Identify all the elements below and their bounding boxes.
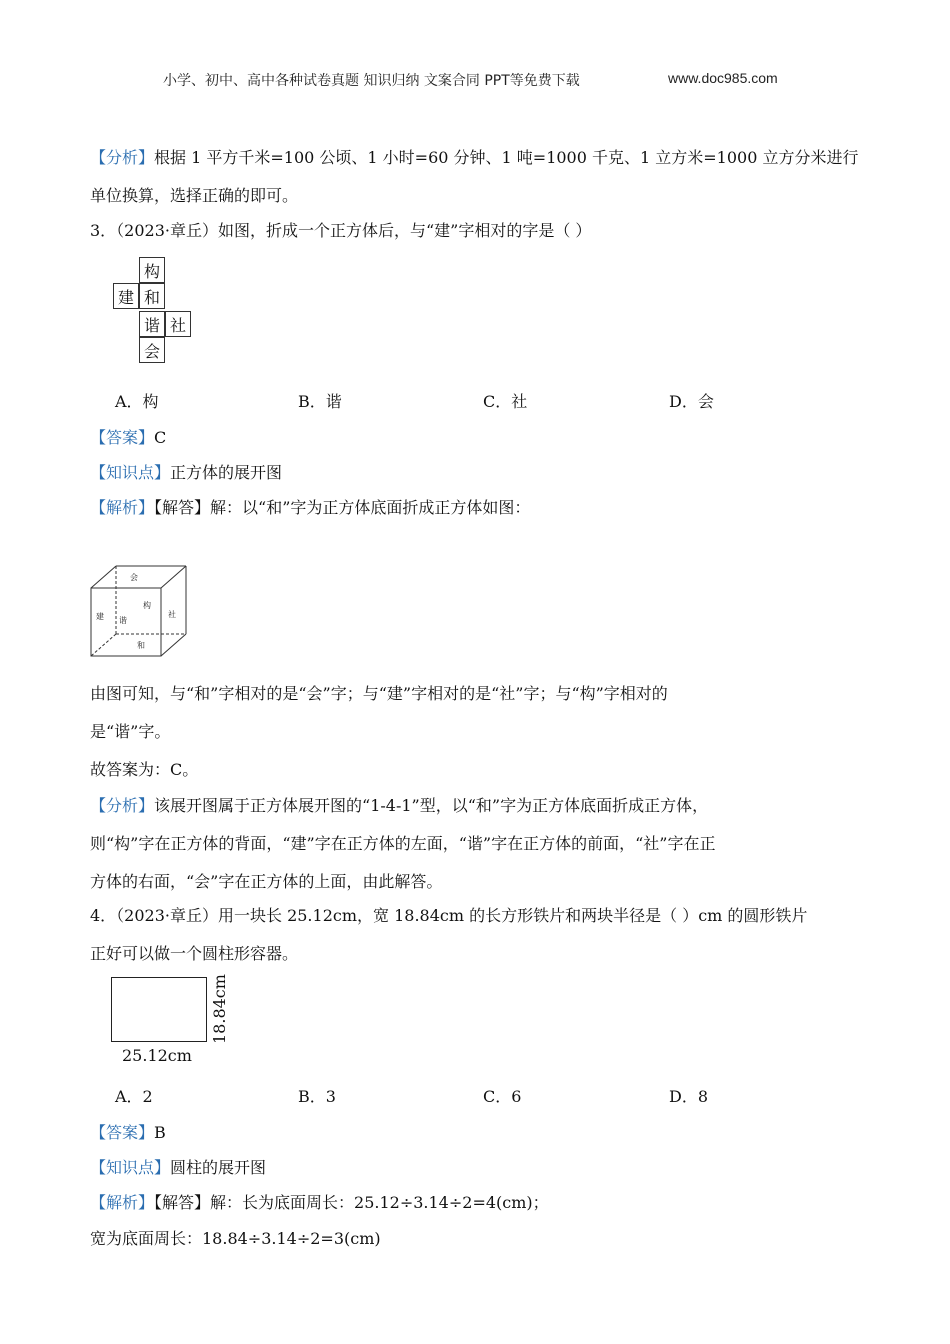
net-cell-gou: 构 xyxy=(139,257,165,283)
q3-option-d: D．会 xyxy=(669,392,714,411)
q4-option-c: C．6 xyxy=(483,1087,522,1106)
net-cell-hui: 会 xyxy=(139,337,165,363)
q4-option-b: B．3 xyxy=(298,1087,336,1106)
header-url[interactable]: www.doc985.com xyxy=(668,70,778,86)
net-cell-xie: 谐 xyxy=(139,311,165,337)
q4-question-line1: 4．（2023·章丘）用一块长 25.12cm，宽 18.84cm 的长方形铁片和两块半径是（ ）cm 的圆形铁片 xyxy=(90,906,808,925)
q4-solution-line2: 宽为底面周长：18.84÷3.14÷2=3(cm) xyxy=(90,1229,381,1248)
net-cell-she: 社 xyxy=(165,311,191,337)
q4-solution-line1: 【解析】【解答】解：长为底面周长：25.12÷3.14÷2=4(cm)； xyxy=(90,1193,549,1212)
cube-label-bottom: 和 xyxy=(137,641,145,650)
q3-cube-figure xyxy=(88,562,190,660)
prev-analysis-line1: 【分析】根据 1 平方千米=100 公顷、1 小时=60 分钟、1 吨=1000 千克、1 立方米=1000 立方分米进行 xyxy=(90,148,859,167)
q3-answer: 【答案】C xyxy=(90,428,167,447)
q3-final-answer: 故答案为：C。 xyxy=(90,760,199,779)
cube-label-right: 社 xyxy=(168,610,176,619)
header-text: 小学、初中、高中各种试卷真题 知识归纳 文案合同 PPT等免费下载 xyxy=(163,73,580,89)
q4-option-a: A．2 xyxy=(115,1087,153,1106)
q4-option-d: D．8 xyxy=(669,1087,709,1106)
q3-analysis-line2: 则“构”字在正方体的背面，“建”字在正方体的左面，“谐”字在正方体的前面，“社”字在正 xyxy=(90,834,716,853)
net-cell-jian: 建 xyxy=(113,283,139,309)
q3-analysis-line1: 【分析】该展开图属于正方体展开图的“1-4-1”型，以“和”字为正方体底面折成正方体， xyxy=(90,796,709,815)
analysis-tag: 【分析】 xyxy=(90,148,155,167)
cube-label-top: 会 xyxy=(130,573,138,582)
q4-rectangle xyxy=(111,977,207,1042)
q3-explanation-line2: 是“谐”字。 xyxy=(90,722,171,741)
q3-knowledge: 【知识点】正方体的展开图 xyxy=(90,463,283,482)
q4-answer: 【答案】B xyxy=(90,1123,166,1142)
cube-label-back: 构 xyxy=(143,601,151,610)
q4-height-label: 18.84cm xyxy=(210,974,229,1044)
q3-analysis-line3: 方体的右面，“会”字在正方体的上面，由此解答。 xyxy=(90,872,443,891)
cube-label-front: 谐 xyxy=(119,616,127,625)
q4-question-line2: 正好可以做一个圆柱形容器。 xyxy=(90,944,299,963)
q3-option-a: A．构 xyxy=(115,392,159,411)
q4-knowledge: 【知识点】圆柱的展开图 xyxy=(90,1158,267,1177)
q4-width-label: 25.12cm xyxy=(122,1046,192,1065)
q3-question: 3．（2023·章丘）如图，折成一个正方体后，与“建”字相对的字是（ ） xyxy=(90,221,592,240)
net-cell-he: 和 xyxy=(139,283,165,309)
q3-explanation-line1: 由图可知，与“和”字相对的是“会”字；与“建”字相对的是“社”字；与“构”字相对的 xyxy=(90,684,668,703)
q3-option-c: C．社 xyxy=(483,392,528,411)
cube-label-left: 建 xyxy=(96,612,104,621)
q3-solution: 【解析】【解答】解：以“和”字为正方体底面折成正方体如图： xyxy=(90,498,531,517)
q3-option-b: B．谐 xyxy=(298,392,342,411)
prev-analysis-line2: 单位换算，选择正确的即可。 xyxy=(90,186,299,205)
